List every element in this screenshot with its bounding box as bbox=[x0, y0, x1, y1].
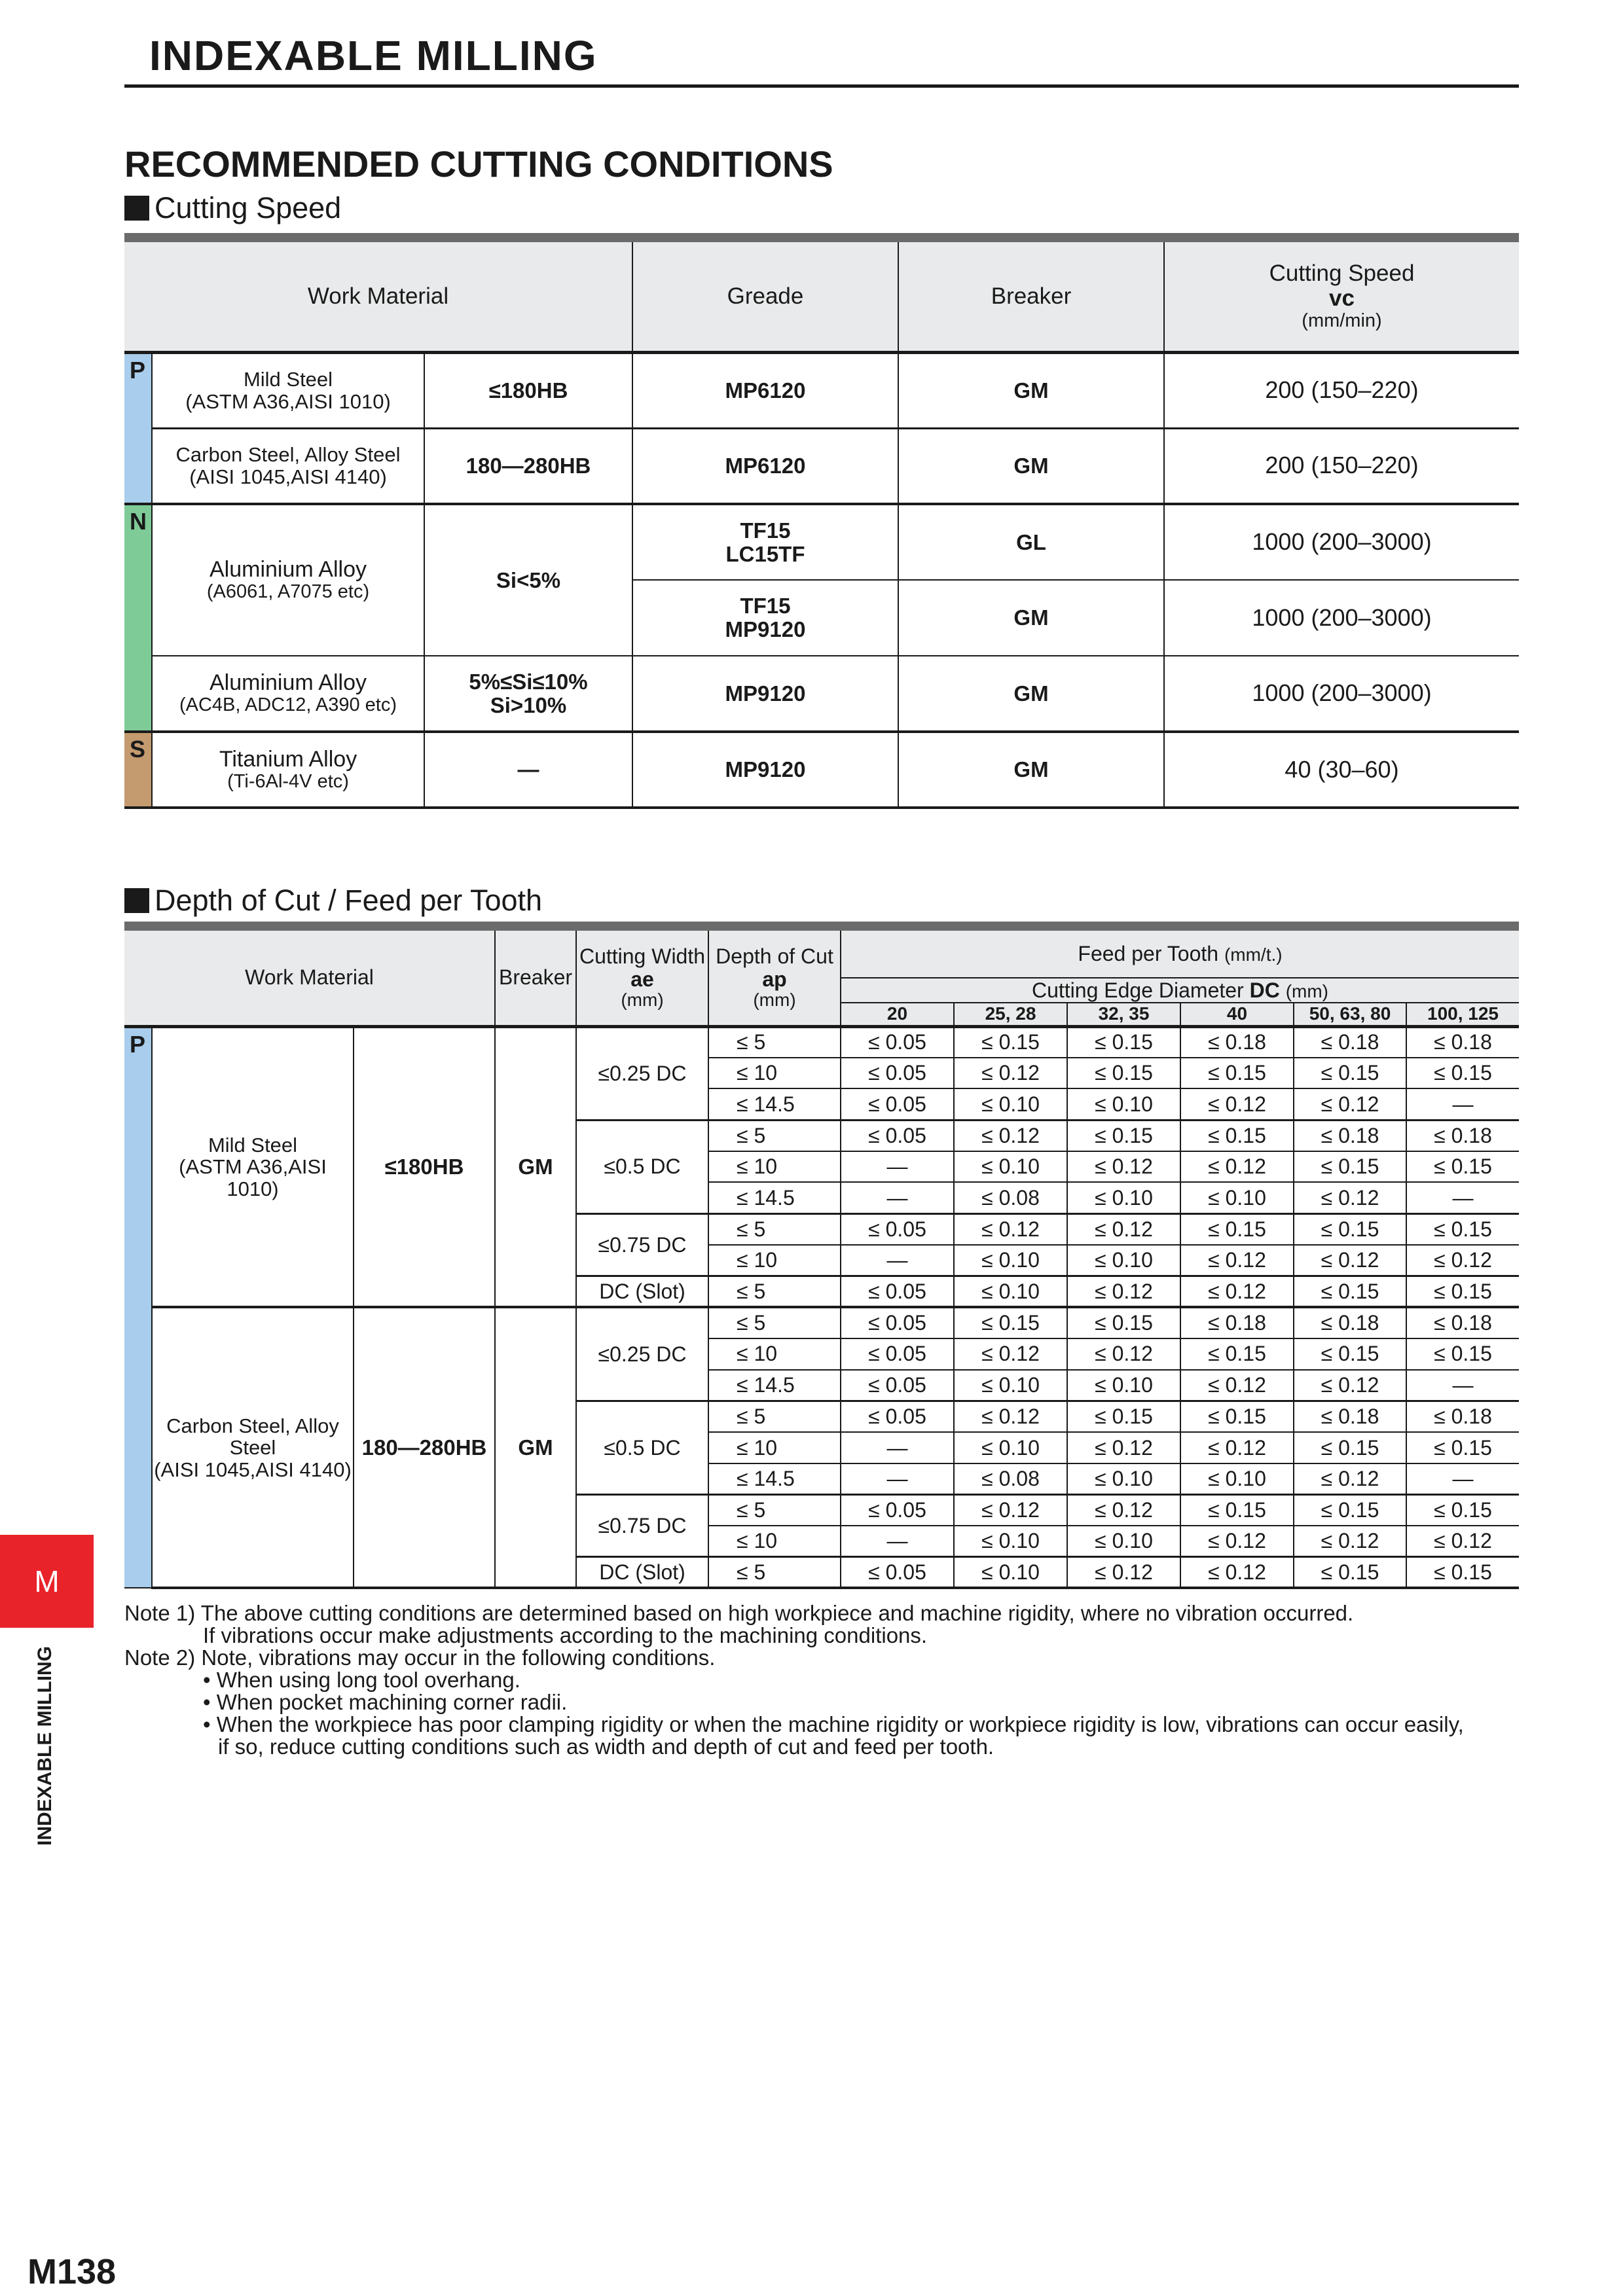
feed-cell: ≤ 0.12 bbox=[954, 1338, 1067, 1370]
feed-cell: ≤ 0.10 bbox=[954, 1370, 1067, 1401]
feed-cell: ≤ 0.10 bbox=[1180, 1182, 1294, 1213]
square-bullet-icon bbox=[124, 888, 149, 913]
depth-cell: ≤ 10 bbox=[708, 1151, 841, 1183]
feed-cell: ≤ 0.08 bbox=[954, 1182, 1067, 1213]
table-row bbox=[124, 1307, 1519, 1338]
feed-cell: ≤ 0.15 bbox=[1180, 1401, 1294, 1432]
feed-cell: ≤ 0.15 bbox=[1294, 1557, 1406, 1588]
feed-cell: ≤ 0.15 bbox=[1180, 1338, 1294, 1370]
cutting-width-cell: ≤0.25 DC bbox=[576, 1307, 708, 1401]
breaker-cell: GM bbox=[898, 352, 1164, 428]
speed-cell: 1000 (200–3000) bbox=[1164, 656, 1519, 732]
feed-cell: ≤ 0.05 bbox=[841, 1120, 954, 1151]
feed-cell: ≤ 0.15 bbox=[1406, 1557, 1519, 1588]
feed-cell: ≤ 0.12 bbox=[1180, 1151, 1294, 1183]
note-1-cont: If vibrations occur make adjustments according to the machining conditions. bbox=[203, 1623, 928, 1647]
feed-cell: ≤ 0.05 bbox=[841, 1494, 954, 1526]
grade-cell: TF15 LC15TF bbox=[632, 504, 898, 580]
speed-cell: 1000 (200–3000) bbox=[1164, 504, 1519, 580]
hardness-cell: Si<5% bbox=[424, 504, 632, 656]
feed-cell: ≤ 0.18 bbox=[1406, 1307, 1519, 1338]
feed-cell: ≤ 0.12 bbox=[954, 1494, 1067, 1526]
feed-cell: ≤ 0.12 bbox=[1067, 1494, 1180, 1526]
feed-cell: ≤ 0.10 bbox=[1067, 1526, 1180, 1557]
feed-cell: ≤ 0.18 bbox=[1180, 1026, 1294, 1058]
depth-cell: ≤ 5 bbox=[708, 1276, 841, 1308]
feed-cell: — bbox=[1406, 1370, 1519, 1401]
feed-cell: ≤ 0.15 bbox=[954, 1307, 1067, 1338]
col-breaker: Breaker bbox=[495, 931, 576, 1026]
cutting-width-cell: ≤0.75 DC bbox=[576, 1213, 708, 1276]
group-s: S bbox=[124, 732, 152, 808]
col-cutting-speed: Cutting Speed vc (mm/min) bbox=[1164, 242, 1519, 352]
feed-cell: ≤ 0.18 bbox=[1294, 1026, 1406, 1058]
breaker-cell: GM bbox=[898, 428, 1164, 504]
feed-cell: ≤ 0.12 bbox=[1180, 1432, 1294, 1463]
work-material-cell: Aluminium Alloy (AC4B, ADC12, A390 etc) bbox=[152, 656, 424, 732]
feed-cell: ≤ 0.10 bbox=[954, 1088, 1067, 1120]
feed-cell: — bbox=[841, 1432, 954, 1463]
feed-cell: ≤ 0.05 bbox=[841, 1276, 954, 1308]
cutting-speed-table bbox=[124, 233, 1519, 809]
page-number: M138 bbox=[27, 2252, 117, 2291]
feed-cell: — bbox=[841, 1245, 954, 1276]
note-bullet-cont: if so, reduce cutting conditions such as width and depth of cut and feed per tooth. bbox=[218, 1734, 994, 1759]
depth-feed-heading-text: Depth of Cut / Feed per Tooth bbox=[155, 884, 543, 917]
table-top-bar bbox=[124, 922, 1519, 931]
feed-cell: ≤ 0.12 bbox=[1406, 1245, 1519, 1276]
feed-cell: ≤ 0.12 bbox=[1294, 1182, 1406, 1213]
col-cutting-edge-diameter: Cutting Edge Diameter DC (mm) bbox=[841, 978, 1519, 1003]
depth-feed-body bbox=[124, 1026, 1519, 1588]
feed-cell: ≤ 0.15 bbox=[1406, 1151, 1519, 1183]
feed-cell: ≤ 0.10 bbox=[954, 1151, 1067, 1183]
feed-cell: ≤ 0.18 bbox=[1294, 1401, 1406, 1432]
section-title: RECOMMENDED CUTTING CONDITIONS bbox=[124, 143, 833, 185]
section-tab: M bbox=[0, 1535, 94, 1628]
feed-cell: ≤ 0.12 bbox=[1067, 1338, 1180, 1370]
speed-cell: 40 (30–60) bbox=[1164, 732, 1519, 808]
feed-cell: ≤ 0.15 bbox=[1294, 1338, 1406, 1370]
speed-cell: 1000 (200–3000) bbox=[1164, 580, 1519, 656]
depth-cell: ≤ 14.5 bbox=[708, 1088, 841, 1120]
depth-cell: ≤ 10 bbox=[708, 1432, 841, 1463]
feed-cell: ≤ 0.10 bbox=[1067, 1182, 1180, 1213]
depth-cell: ≤ 14.5 bbox=[708, 1370, 841, 1401]
feed-cell: ≤ 0.15 bbox=[1406, 1494, 1519, 1526]
depth-cell: ≤ 5 bbox=[708, 1401, 841, 1432]
feed-cell: ≤ 0.15 bbox=[1406, 1213, 1519, 1245]
hardness-cell: ≤180HB bbox=[354, 1026, 495, 1307]
note-2: Note 2) Note, vibrations may occur in the following conditions. bbox=[124, 1645, 716, 1670]
feed-cell: ≤ 0.10 bbox=[1180, 1463, 1294, 1495]
depth-cell: ≤ 5 bbox=[708, 1494, 841, 1526]
depth-cell: ≤ 10 bbox=[708, 1526, 841, 1557]
feed-cell: ≤ 0.10 bbox=[1067, 1245, 1180, 1276]
depth-cell: ≤ 10 bbox=[708, 1338, 841, 1370]
header-title: INDEXABLE MILLING bbox=[149, 32, 598, 79]
cutting-speed-heading-text: Cutting Speed bbox=[155, 191, 342, 224]
feed-cell: — bbox=[1406, 1463, 1519, 1495]
note-bullet: • When pocket machining corner radii. bbox=[203, 1690, 568, 1714]
feed-cell: ≤ 0.18 bbox=[1406, 1401, 1519, 1432]
feed-cell: ≤ 0.18 bbox=[1294, 1307, 1406, 1338]
depth-cell: ≤ 5 bbox=[708, 1120, 841, 1151]
breaker-cell: GL bbox=[898, 504, 1164, 580]
breaker-cell: GM bbox=[898, 732, 1164, 808]
hardness-cell: — bbox=[424, 732, 632, 808]
notes bbox=[124, 1602, 1464, 1758]
work-material-cell: Titanium Alloy (Ti-6Al-4V etc) bbox=[152, 732, 424, 808]
cutting-speed-heading bbox=[124, 191, 341, 225]
cutting-width-cell: DC (Slot) bbox=[576, 1276, 708, 1308]
feed-cell: ≤ 0.18 bbox=[1406, 1120, 1519, 1151]
col-breaker: Breaker bbox=[898, 242, 1164, 352]
square-bullet-icon bbox=[124, 196, 149, 221]
feed-cell: — bbox=[841, 1463, 954, 1495]
hardness-cell: 180—280HB bbox=[424, 428, 632, 504]
feed-cell: ≤ 0.15 bbox=[954, 1026, 1067, 1058]
feed-cell: ≤ 0.08 bbox=[954, 1463, 1067, 1495]
note-1: Note 1) The above cutting conditions are determined based on high workpiece and machine rigidity, where no vibration occurred. bbox=[124, 1601, 1354, 1625]
work-material-cell: Carbon Steel, Alloy Steel (AISI 1045,AISI 4140) bbox=[152, 1307, 354, 1588]
side-label: INDEXABLE MILLING bbox=[34, 1646, 56, 1846]
feed-cell: ≤ 0.15 bbox=[1406, 1338, 1519, 1370]
feed-cell: ≤ 0.12 bbox=[1180, 1557, 1294, 1588]
feed-cell: ≤ 0.05 bbox=[841, 1557, 954, 1588]
feed-cell: ≤ 0.12 bbox=[1294, 1245, 1406, 1276]
col-dc-50: 50, 63, 80 bbox=[1294, 1003, 1406, 1026]
feed-cell: ≤ 0.15 bbox=[1067, 1120, 1180, 1151]
cutting-width-cell: ≤0.75 DC bbox=[576, 1494, 708, 1556]
feed-cell: ≤ 0.15 bbox=[1294, 1494, 1406, 1526]
grade-cell: MP9120 bbox=[632, 732, 898, 808]
feed-cell: ≤ 0.05 bbox=[841, 1088, 954, 1120]
feed-cell: ≤ 0.15 bbox=[1067, 1307, 1180, 1338]
depth-cell: ≤ 10 bbox=[708, 1058, 841, 1089]
col-cutting-width: Cutting Width ae (mm) bbox=[576, 931, 708, 1026]
speed-cell: 200 (150–220) bbox=[1164, 428, 1519, 504]
hardness-cell: 5%≤Si≤10% Si>10% bbox=[424, 656, 632, 732]
hardness-cell: ≤180HB bbox=[424, 352, 632, 428]
work-material-cell: Aluminium Alloy (A6061, A7075 etc) bbox=[152, 504, 424, 656]
note-bullet: • When using long tool overhang. bbox=[203, 1668, 520, 1692]
breaker-cell: GM bbox=[898, 580, 1164, 656]
feed-cell: ≤ 0.10 bbox=[954, 1432, 1067, 1463]
depth-cell: ≤ 10 bbox=[708, 1245, 841, 1276]
feed-cell: ≤ 0.15 bbox=[1294, 1058, 1406, 1089]
feed-cell: ≤ 0.05 bbox=[841, 1213, 954, 1245]
feed-cell: ≤ 0.12 bbox=[1180, 1526, 1294, 1557]
breaker-cell: GM bbox=[898, 656, 1164, 732]
cutting-width-cell: ≤0.25 DC bbox=[576, 1026, 708, 1120]
col-work-material: Work Material bbox=[124, 242, 632, 352]
feed-cell: ≤ 0.12 bbox=[1294, 1526, 1406, 1557]
page-header bbox=[124, 27, 1519, 88]
col-dc-40: 40 bbox=[1180, 1003, 1294, 1026]
feed-cell: ≤ 0.05 bbox=[841, 1401, 954, 1432]
feed-cell: ≤ 0.12 bbox=[1067, 1557, 1180, 1588]
feed-cell: ≤ 0.12 bbox=[1180, 1276, 1294, 1308]
feed-cell: ≤ 0.15 bbox=[1180, 1058, 1294, 1089]
feed-cell: ≤ 0.12 bbox=[954, 1213, 1067, 1245]
feed-cell: — bbox=[841, 1526, 954, 1557]
feed-cell: ≤ 0.12 bbox=[954, 1120, 1067, 1151]
cutting-width-cell: DC (Slot) bbox=[576, 1557, 708, 1588]
grade-cell: MP9120 bbox=[632, 656, 898, 732]
feed-cell: ≤ 0.12 bbox=[1067, 1213, 1180, 1245]
feed-cell: ≤ 0.12 bbox=[1067, 1151, 1180, 1183]
grade-cell: MP6120 bbox=[632, 352, 898, 428]
note-bullet: • When the workpiece has poor clamping rigidity or when the machine rigidity or workpiece rigidity is low, vibrations can occur easily, bbox=[203, 1712, 1464, 1736]
col-work-material: Work Material bbox=[124, 931, 495, 1026]
feed-cell: ≤ 0.10 bbox=[954, 1526, 1067, 1557]
table-row bbox=[124, 1026, 1519, 1058]
col-feed-per-tooth: Feed per Tooth (mm/t.) bbox=[841, 931, 1519, 978]
breaker-cell: GM bbox=[495, 1026, 576, 1307]
work-material-cell: Mild Steel (ASTM A36,AISI 1010) bbox=[152, 1026, 354, 1307]
feed-cell: ≤ 0.12 bbox=[1180, 1088, 1294, 1120]
feed-cell: ≤ 0.10 bbox=[954, 1276, 1067, 1308]
feed-cell: ≤ 0.15 bbox=[1294, 1276, 1406, 1308]
depth-cell: ≤ 14.5 bbox=[708, 1182, 841, 1213]
feed-cell: ≤ 0.18 bbox=[1406, 1026, 1519, 1058]
feed-cell: ≤ 0.12 bbox=[1294, 1088, 1406, 1120]
table-top-bar bbox=[124, 233, 1519, 242]
feed-cell: ≤ 0.15 bbox=[1294, 1151, 1406, 1183]
feed-cell: ≤ 0.12 bbox=[1294, 1463, 1406, 1495]
col-grade: Greade bbox=[632, 242, 898, 352]
col-depth-of-cut: Depth of Cut ap (mm) bbox=[708, 931, 841, 1026]
cutting-width-cell: ≤0.5 DC bbox=[576, 1401, 708, 1494]
work-material-cell: Carbon Steel, Alloy Steel (AISI 1045,AISI 4140) bbox=[152, 428, 424, 504]
feed-cell: — bbox=[1406, 1088, 1519, 1120]
feed-cell: — bbox=[841, 1151, 954, 1183]
feed-cell: ≤ 0.15 bbox=[1180, 1120, 1294, 1151]
feed-cell: ≤ 0.05 bbox=[841, 1058, 954, 1089]
feed-cell: ≤ 0.12 bbox=[954, 1058, 1067, 1089]
table-row bbox=[124, 352, 1519, 428]
col-dc-25: 25, 28 bbox=[954, 1003, 1067, 1026]
feed-cell: ≤ 0.15 bbox=[1067, 1058, 1180, 1089]
hardness-cell: 180—280HB bbox=[354, 1307, 495, 1588]
depth-feed-table bbox=[124, 922, 1519, 1589]
speed-cell: 200 (150–220) bbox=[1164, 352, 1519, 428]
feed-cell: ≤ 0.15 bbox=[1067, 1026, 1180, 1058]
cutting-width-cell: ≤0.5 DC bbox=[576, 1120, 708, 1213]
depth-cell: ≤ 5 bbox=[708, 1307, 841, 1338]
table-row bbox=[124, 656, 1519, 732]
feed-cell: ≤ 0.12 bbox=[1180, 1370, 1294, 1401]
group-p: P bbox=[124, 352, 152, 504]
group-n: N bbox=[124, 504, 152, 732]
feed-cell: ≤ 0.15 bbox=[1294, 1213, 1406, 1245]
feed-cell: — bbox=[841, 1182, 954, 1213]
feed-cell: ≤ 0.15 bbox=[1180, 1213, 1294, 1245]
feed-cell: ≤ 0.15 bbox=[1067, 1401, 1180, 1432]
work-material-cell: Mild Steel (ASTM A36,AISI 1010) bbox=[152, 352, 424, 428]
feed-cell: ≤ 0.05 bbox=[841, 1026, 954, 1058]
feed-cell: ≤ 0.10 bbox=[1067, 1463, 1180, 1495]
feed-cell: ≤ 0.18 bbox=[1294, 1120, 1406, 1151]
feed-cell: ≤ 0.12 bbox=[954, 1401, 1067, 1432]
feed-cell: — bbox=[1406, 1182, 1519, 1213]
feed-cell: ≤ 0.15 bbox=[1406, 1058, 1519, 1089]
col-dc-100: 100, 125 bbox=[1406, 1003, 1519, 1026]
feed-cell: ≤ 0.05 bbox=[841, 1370, 954, 1401]
grade-cell: TF15 MP9120 bbox=[632, 580, 898, 656]
feed-cell: ≤ 0.12 bbox=[1406, 1526, 1519, 1557]
feed-cell: ≤ 0.15 bbox=[1406, 1276, 1519, 1308]
feed-cell: ≤ 0.10 bbox=[954, 1557, 1067, 1588]
table-row bbox=[124, 504, 1519, 580]
feed-cell: ≤ 0.15 bbox=[1294, 1432, 1406, 1463]
grade-cell: MP6120 bbox=[632, 428, 898, 504]
feed-cell: ≤ 0.05 bbox=[841, 1338, 954, 1370]
col-dc-20: 20 bbox=[841, 1003, 954, 1026]
feed-cell: ≤ 0.10 bbox=[1067, 1370, 1180, 1401]
depth-feed-heading bbox=[124, 884, 542, 918]
table-row bbox=[124, 732, 1519, 808]
feed-cell: ≤ 0.18 bbox=[1180, 1307, 1294, 1338]
col-dc-32: 32, 35 bbox=[1067, 1003, 1180, 1026]
breaker-cell: GM bbox=[495, 1307, 576, 1588]
group-p: P bbox=[124, 1026, 152, 1588]
feed-cell: ≤ 0.12 bbox=[1067, 1432, 1180, 1463]
depth-cell: ≤ 5 bbox=[708, 1557, 841, 1588]
feed-cell: ≤ 0.12 bbox=[1294, 1370, 1406, 1401]
feed-cell: ≤ 0.05 bbox=[841, 1307, 954, 1338]
feed-cell: ≤ 0.15 bbox=[1406, 1432, 1519, 1463]
depth-cell: ≤ 5 bbox=[708, 1026, 841, 1058]
feed-cell: ≤ 0.10 bbox=[954, 1245, 1067, 1276]
depth-cell: ≤ 14.5 bbox=[708, 1463, 841, 1495]
feed-cell: ≤ 0.15 bbox=[1180, 1494, 1294, 1526]
feed-cell: ≤ 0.12 bbox=[1180, 1245, 1294, 1276]
table-row bbox=[124, 428, 1519, 504]
feed-cell: ≤ 0.10 bbox=[1067, 1088, 1180, 1120]
feed-cell: ≤ 0.12 bbox=[1067, 1276, 1180, 1308]
depth-cell: ≤ 5 bbox=[708, 1213, 841, 1245]
